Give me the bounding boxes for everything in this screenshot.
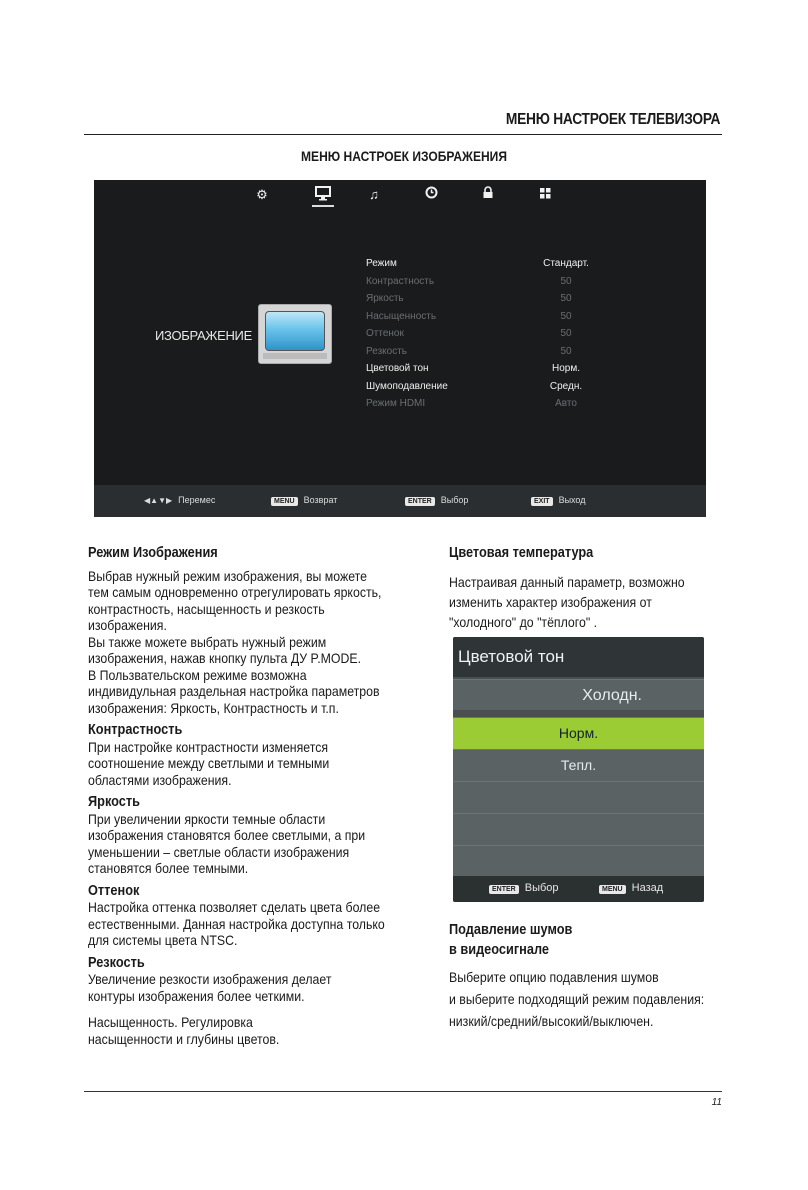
picture-mode-heading: Режим Изображения [88, 545, 218, 561]
color-tone-option-warm[interactable]: Тепл. [453, 749, 704, 781]
tv-menu-hint-bar [94, 485, 706, 517]
text-line: Настройка оттенка позволяет сделать цвета более [88, 899, 381, 915]
menu-row-hdmi-mode[interactable]: Режим HDMI Авто [366, 398, 577, 409]
color-tone-empty-row [453, 781, 704, 813]
tv-picture-menu [94, 180, 706, 517]
gear-icon[interactable]: ⚙ [256, 187, 268, 202]
page-header-title: МЕНЮ НАСТРОЕК ТЕЛЕВИЗОРА [505, 111, 720, 128]
hint-enter-select: ENTER Выбор [489, 882, 559, 894]
contrast-heading: Контрастность [88, 722, 183, 738]
text-line: изображения становятся более светлыми, а при [88, 827, 366, 843]
color-tone-empty-row [453, 845, 704, 877]
text-line: Увеличение резкости изображения делает [88, 971, 332, 987]
arrows-icon: ◀▲▼▶ [144, 496, 173, 505]
hint-menu-back: MENU Возврат [271, 495, 337, 506]
text-line: изображения, нажав кнопку пульта ДУ P.MODE. [88, 650, 362, 666]
menu-row-color-tone[interactable]: Цветовой тон Норм. [366, 363, 580, 374]
header-divider [84, 134, 722, 135]
text-line: соотношение между светлыми и темными [88, 755, 330, 771]
text-line: индивидульная раздельная настройка параметров [88, 683, 380, 699]
color-tone-empty-row [453, 813, 704, 845]
text-line: Настраивая данный параметр, возможно [449, 573, 685, 590]
sharpness-heading: Резкость [88, 954, 145, 971]
menu-row-mode[interactable]: Режим Стандарт. [366, 258, 589, 269]
menu-row-saturation[interactable]: Насыщенность 50 [366, 310, 572, 322]
section-title: МЕНЮ НАСТРОЕК ИЗОБРАЖЕНИЯ [301, 148, 507, 164]
enter-key: ENTER [405, 497, 435, 506]
text-line: Вы также можете выбрать нужный режим [88, 633, 327, 650]
text-line: контрастность, насыщенность и резкость [88, 600, 325, 617]
text-line: естественными. Данная настройка доступна только [88, 915, 385, 932]
text-line: уменьшении – светлые области изображения [88, 843, 350, 860]
left-text-column [88, 545, 400, 1047]
page-number: 11 [711, 1097, 722, 1108]
text-line: становятся более темными. [88, 860, 249, 876]
menu-row-hue[interactable]: Оттенок 50 [366, 328, 572, 339]
color-tone-hint-bar [453, 876, 704, 902]
lock-icon[interactable] [477, 185, 499, 205]
noise-reduction-heading: Подавление шумов [449, 922, 573, 938]
text-line: для системы цвета NTSC. [88, 932, 238, 948]
color-tone-option-cold[interactable]: Холодн. [453, 679, 704, 710]
text-line: областями изображения. [88, 771, 232, 788]
tv-menu-icon-bar [94, 180, 706, 210]
grid-icon[interactable] [534, 185, 556, 205]
color-tone-menu [453, 637, 704, 902]
enter-key: ENTER [489, 885, 519, 894]
brightness-heading: Яркость [88, 794, 141, 810]
hint-enter-select: ENTER Выбор [405, 495, 468, 506]
footer-divider [84, 1091, 722, 1092]
text-line: При увеличении яркости темные области [88, 810, 326, 827]
text-line: изменить характер изображения от [449, 593, 652, 610]
hint-exit: EXIT Выход [531, 495, 586, 506]
text-line: В Пользвательском режиме возможна [88, 666, 307, 683]
menu-row-noise-reduction[interactable]: Шумоподавление Средн. [366, 380, 583, 392]
menu-key: MENU [271, 497, 298, 506]
text-line: тем самым одновременно отрегулировать яркость, [88, 584, 382, 600]
noise-reduction-block [449, 920, 731, 1032]
picture-category-label: ИЗОБРАЖЕНИЕ [155, 328, 252, 343]
monitor-icon[interactable] [312, 185, 334, 207]
color-tone-option-normal[interactable]: Норм. [453, 717, 704, 749]
menu-row-brightness[interactable]: Яркость 50 [366, 293, 572, 304]
menu-row-contrast[interactable]: Контрастность 50 [366, 275, 572, 287]
color-tone-title: Цветовой тон [453, 637, 704, 677]
noise-reduction-heading-2: в видеосигнале [449, 942, 550, 958]
hint-move: ◀▲▼▶ Перемес [144, 495, 216, 505]
text-line: Выберите опцию подавления шумов [449, 969, 659, 985]
text-line: насыщенности и глубины цветов. [88, 1030, 280, 1047]
menu-key: MENU [599, 885, 626, 894]
hue-heading: Оттенок [88, 882, 140, 899]
exit-key: EXIT [531, 497, 553, 506]
text-line: Насыщенность. Регулировка [88, 1014, 253, 1030]
text-line: и выберите подходящий режим подавления: [449, 991, 705, 1007]
text-line: При настройке контрастности изменяется [88, 738, 329, 755]
text-line: Выбрав нужный режим изображения, вы можете [88, 567, 368, 584]
text-line: изображения: Яркость, Контрастность и т.п. [88, 699, 339, 716]
hint-menu-back: MENU Назад [599, 882, 663, 894]
text-line: контуры изображения более четкими. [88, 987, 305, 1004]
color-temperature-heading: Цветовая температура [449, 545, 594, 561]
text-line: "холодного" до "тёплого" . [449, 613, 598, 630]
clock-icon[interactable] [420, 185, 442, 205]
text-line: низкий/средний/высокий/выключен. [449, 1013, 654, 1029]
menu-row-sharpness[interactable]: Резкость 50 [366, 345, 572, 357]
music-note-icon[interactable]: ♫ [369, 187, 379, 202]
tv-illustration-icon [258, 304, 332, 364]
right-text-column [449, 545, 731, 632]
text-line: изображения. [88, 617, 167, 633]
